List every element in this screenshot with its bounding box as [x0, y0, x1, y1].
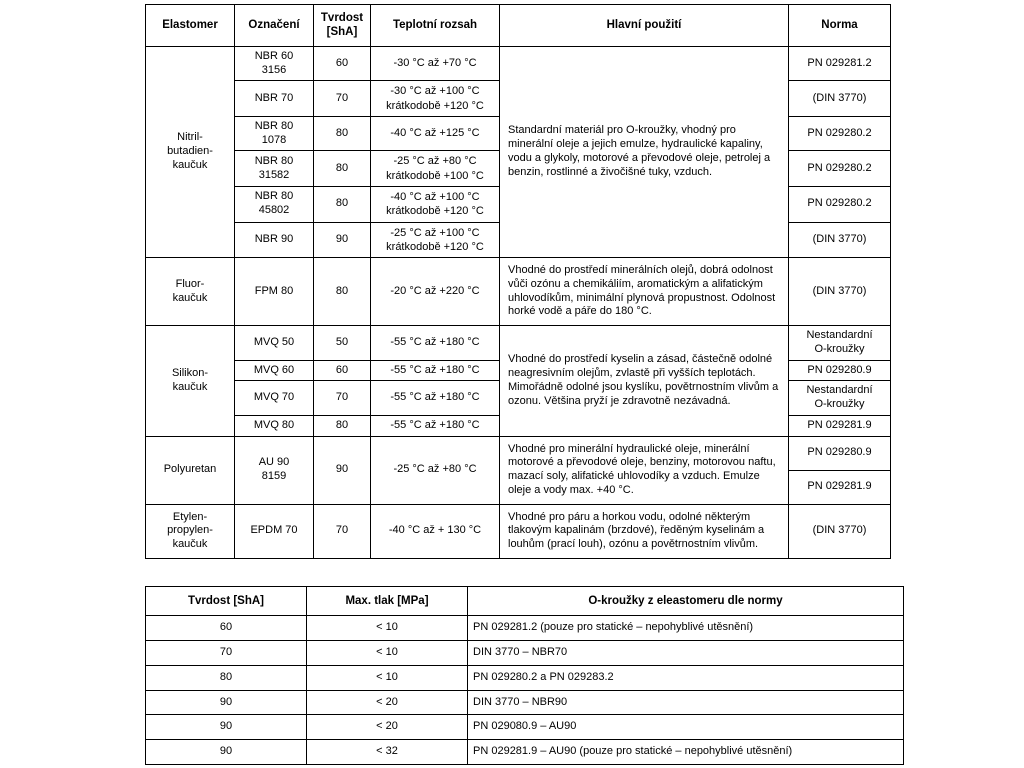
cell-oznaceni: MVQ 70	[235, 381, 314, 416]
header-tvrdost-line1: Tvrdost	[320, 12, 364, 24]
cell-pressure-tvrdost: 60	[146, 616, 307, 641]
teplota-line: -40 °C až + 130 °C	[388, 524, 482, 537]
teplota-line: -30 °C až +100 °C	[390, 85, 480, 98]
oznaceni-line: NBR 80	[254, 119, 294, 132]
header-hlavni-pouziti: Hlavní použití	[500, 5, 789, 47]
cell-oznaceni: NBR 70	[235, 81, 314, 117]
pressure-limits-table	[145, 586, 904, 765]
cell-norma: PN 029280.2	[789, 151, 891, 187]
cell-norma: PN 029280.9	[789, 360, 891, 381]
cell-norma	[789, 381, 891, 416]
cell-pressure-norma: PN 029080.9 – AU90	[468, 715, 904, 740]
table-row	[146, 715, 904, 740]
cell-pressure-tvrdost: 80	[146, 665, 307, 690]
oznaceni-line: AU 90	[258, 456, 290, 469]
header-tvrdost-line2: [ShA]	[326, 26, 358, 39]
teplota-line: krátkodobě +120 °C	[386, 240, 484, 253]
norma-line: O-kroužky	[814, 398, 865, 411]
cell-tvrdost: 80	[314, 186, 371, 222]
group-name-line: propylen-	[167, 524, 213, 537]
cell-usage-fluor-kaucuk: Vhodné do prostředí minerálních olejů, dobrá odolnost vůči ozónu a chemikáliím, aromatickým a alifatickým uhlovodíkům, minimální plynová propustnost. Odolnost horké vodě a páře do 180 °C.	[500, 258, 789, 326]
cell-tvrdost: 70	[314, 381, 371, 416]
cell-pressure-norma: PN 029280.2 a PN 029283.2	[468, 665, 904, 690]
cell-pressure-norma: PN 029281.9 – AU90 (pouze pro statické – nepohyblivé utěsnění)	[468, 740, 904, 765]
teplota-line: -30 °C až +70 °C	[393, 56, 477, 69]
header-norma: Norma	[789, 5, 891, 47]
group-name-line: butadien-	[167, 145, 213, 158]
cell-tvrdost: 70	[314, 81, 371, 117]
group-name-polyuretan	[146, 436, 235, 504]
cell-teplota	[371, 415, 500, 436]
cell-pressure-tvrdost: 90	[146, 715, 307, 740]
teplota-line: -40 °C až +100 °C	[390, 190, 480, 203]
header-pressure-norma: O-kroužky z eleastomeru dle normy	[468, 587, 904, 616]
cell-teplota	[371, 326, 500, 361]
teplota-line: -20 °C až +220 °C	[390, 284, 480, 297]
teplota-line: -25 °C až +100 °C	[390, 226, 480, 239]
table-row	[146, 258, 891, 326]
norma-line: Nestandardní	[806, 384, 873, 397]
cell-norma: PN 029281.9	[789, 470, 891, 504]
cell-norma: PN 029281.9	[789, 415, 891, 436]
cell-tvrdost: 80	[314, 258, 371, 326]
oznaceni-line: NBR 80	[254, 154, 294, 167]
cell-pressure-tlak: < 32	[307, 740, 468, 765]
cell-usage-nitril-butadien: Standardní materiál pro O-kroužky, vhodný pro minerální oleje a jejich emulze, hydraulické kapaliny, vodu a glykoly, motorové a převodové oleje, petrolej a benzin, rostlinné a živočišné tuky, vzduch.	[500, 46, 789, 257]
cell-oznaceni	[235, 436, 314, 504]
elastomer-properties-table	[145, 4, 891, 559]
table-row	[146, 690, 904, 715]
cell-teplota	[371, 504, 500, 558]
cell-pressure-tlak: < 10	[307, 641, 468, 666]
oznaceni-line: NBR 80	[254, 190, 294, 203]
table-row	[146, 46, 891, 81]
header-teplotni-rozsah: Teplotní rozsah	[371, 5, 500, 47]
cell-norma: (DIN 3770)	[789, 222, 891, 258]
cell-teplota	[371, 360, 500, 381]
cell-pressure-norma: DIN 3770 – NBR70	[468, 641, 904, 666]
table-header-row	[146, 587, 904, 616]
pressure-table-body	[146, 616, 904, 765]
cell-pressure-tlak: < 10	[307, 665, 468, 690]
cell-oznaceni: EPDM 70	[235, 504, 314, 558]
teplota-line: krátkodobě +100 °C	[386, 169, 484, 182]
cell-pressure-tlak: < 20	[307, 715, 468, 740]
header-elastomer: Elastomer	[146, 5, 235, 47]
cell-oznaceni: MVQ 80	[235, 415, 314, 436]
cell-pressure-tlak: < 10	[307, 616, 468, 641]
teplota-line: -25 °C až +80 °C	[393, 155, 477, 168]
teplota-line: krátkodobě +120 °C	[386, 99, 484, 112]
cell-tvrdost: 80	[314, 116, 371, 151]
cell-teplota	[371, 186, 500, 222]
group-name-line: Silikon-	[171, 367, 209, 380]
cell-oznaceni: MVQ 50	[235, 326, 314, 361]
cell-norma: (DIN 3770)	[789, 504, 891, 558]
cell-norma	[789, 326, 891, 361]
cell-teplota	[371, 258, 500, 326]
group-name-silikon-kaucuk	[146, 326, 235, 437]
group-name-nitril-butadien	[146, 46, 235, 257]
group-name-line: kaučuk	[172, 291, 208, 304]
teplota-line: krátkodobě +120 °C	[386, 205, 484, 218]
group-name-line: Polyuretan	[163, 463, 217, 476]
cell-teplota	[371, 116, 500, 151]
table-row	[146, 616, 904, 641]
cell-norma: PN 029281.2	[789, 46, 891, 81]
cell-pressure-norma: DIN 3770 – NBR90	[468, 690, 904, 715]
cell-tvrdost: 80	[314, 151, 371, 187]
cell-tvrdost: 90	[314, 222, 371, 258]
cell-norma: PN 029280.9	[789, 436, 891, 470]
teplota-line: -55 °C až +180 °C	[390, 336, 480, 348]
cell-norma: PN 029280.2	[789, 186, 891, 222]
cell-teplota	[371, 222, 500, 258]
cell-tvrdost: 60	[314, 46, 371, 81]
table-row	[146, 740, 904, 765]
table-row	[146, 665, 904, 690]
main-table-header	[146, 5, 891, 47]
oznaceni-line: 31582	[258, 168, 290, 181]
norma-line: Nestandardní	[806, 329, 873, 342]
table-row	[146, 504, 891, 558]
cell-teplota	[371, 46, 500, 81]
cell-teplota	[371, 81, 500, 117]
group-name-etylen-propylen-kaucuk	[146, 504, 235, 558]
norma-line: O-kroužky	[814, 342, 865, 355]
cell-usage-silikon-kaucuk: Vhodné do prostředí kyselin a zásad, částečně odolné neagresivním olejům, zvlastě při vyšších teplotách. Mimořádně odolné jsou kyslíku, povětrnostním vlivům a ozonu. Většina pryží je zdravotně nezávadná.	[500, 326, 789, 437]
cell-teplota	[371, 151, 500, 187]
main-table-body	[146, 46, 891, 558]
table-row	[146, 326, 891, 361]
header-tvrdost	[314, 5, 371, 47]
oznaceni-line: 45802	[258, 204, 290, 217]
cell-pressure-tvrdost: 90	[146, 740, 307, 765]
oznaceni-line: 1078	[261, 133, 287, 146]
group-name-line: kaučuk	[172, 538, 208, 551]
cell-pressure-tvrdost: 90	[146, 690, 307, 715]
cell-tvrdost: 70	[314, 504, 371, 558]
cell-tvrdost: 50	[314, 326, 371, 361]
cell-oznaceni	[235, 186, 314, 222]
group-name-line: kaučuk	[172, 380, 208, 393]
group-name-line: Nitril-	[177, 131, 203, 144]
cell-usage-polyuretan: Vhodné pro minerální hydraulické oleje, minerální motorové a převodové oleje, benziny, motorovou naftu, mazací soly, alifatické uhlovodíky a vzduch. Emulze oleje a vody max. +40 °C.	[500, 436, 789, 504]
group-name-fluor-kaucuk	[146, 258, 235, 326]
teplota-line: -55 °C až +180 °C	[390, 391, 480, 404]
table-row	[146, 436, 891, 470]
cell-tvrdost: 90	[314, 436, 371, 504]
group-name-line: Etylen-	[172, 510, 208, 523]
oznaceni-line: 3156	[261, 63, 287, 76]
cell-oznaceni	[235, 151, 314, 187]
teplota-line: -25 °C až +80 °C	[393, 463, 477, 476]
header-oznaceni: Označení	[235, 5, 314, 47]
group-name-line: kaučuk	[172, 158, 208, 171]
group-name-line: Fluor-	[175, 277, 205, 290]
pressure-table-header	[146, 587, 904, 616]
teplota-line: -40 °C až +125 °C	[390, 126, 480, 139]
table-row	[146, 641, 904, 666]
cell-teplota	[371, 436, 500, 504]
table-header-row	[146, 5, 891, 47]
cell-oznaceni	[235, 46, 314, 81]
cell-usage-etylen-propylen: Vhodné pro páru a horkou vodu, odolné některým tlakovým kapalinám (brzdové), ředěným kyselinám a louhům (prací louh), ozónu a povětrnostním vlivům.	[500, 504, 789, 558]
oznaceni-line: NBR 60	[254, 49, 294, 62]
cell-norma: PN 029280.2	[789, 116, 891, 151]
oznaceni-line: 8159	[261, 470, 287, 483]
cell-norma: (DIN 3770)	[789, 81, 891, 117]
cell-norma: (DIN 3770)	[789, 258, 891, 326]
teplota-line: -55 °C až +180 °C	[390, 363, 480, 376]
cell-oznaceni: NBR 90	[235, 222, 314, 258]
header-pressure-tvrdost: Tvrdost [ShA]	[146, 587, 307, 616]
cell-pressure-norma: PN 029281.2 (pouze pro statické – nepohyblivé utěsnění)	[468, 616, 904, 641]
cell-tvrdost: 60	[314, 360, 371, 381]
cell-oznaceni: FPM 80	[235, 258, 314, 326]
cell-tvrdost: 80	[314, 415, 371, 436]
teplota-line: -55 °C až +180 °C	[390, 418, 480, 431]
cell-pressure-tlak: < 20	[307, 690, 468, 715]
cell-oznaceni: MVQ 60	[235, 360, 314, 381]
header-pressure-max-tlak: Max. tlak [MPa]	[307, 587, 468, 616]
cell-oznaceni	[235, 116, 314, 151]
cell-teplota	[371, 381, 500, 416]
cell-pressure-tvrdost: 70	[146, 641, 307, 666]
